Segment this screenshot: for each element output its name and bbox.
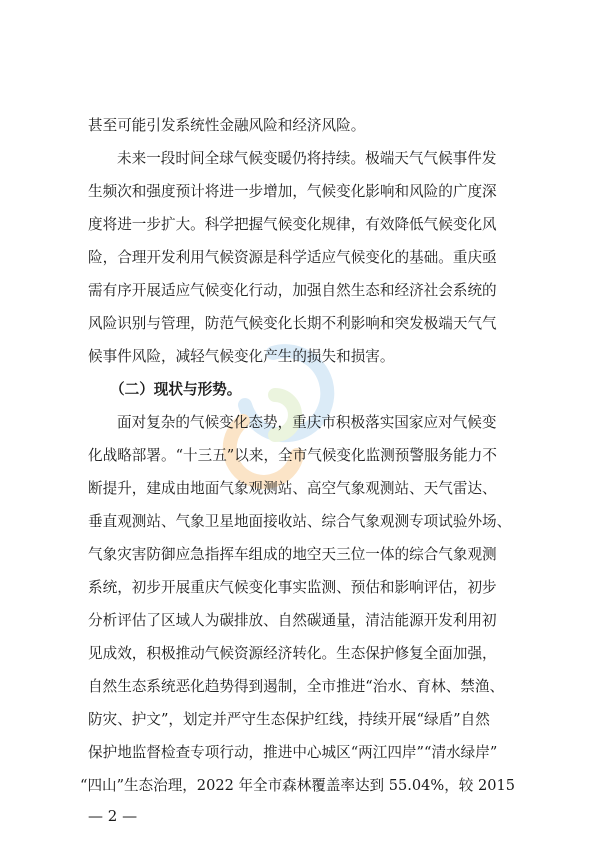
- text-line: 气象灾害防御应急指挥车组成的地空天三位一体的综合气象观测: [88, 546, 497, 563]
- text-line: 保护地监督检查专项行动，推进中心城区“两江四岸”“清水绿岸”: [88, 744, 498, 761]
- text-line: 风险识别与管理，防范气候变化长期不利影响和突发极端天气气: [88, 315, 497, 332]
- text-line: 险，合理开发利用气候资源是科学适应气候变化的基础。重庆亟: [88, 249, 497, 266]
- text-line: 需有序开展适应气候变化行动，加强自然生态和经济社会系统的: [88, 282, 497, 299]
- paragraph-start-line: 面对复杂的气候变化态势，重庆市积极落实国家应对气候变: [117, 414, 497, 431]
- section-heading: （二）现状与形势。: [110, 381, 242, 398]
- text-line: 化战略部署。“十三五”以来，全市气候变化监测预警服务能力不: [88, 447, 497, 464]
- text-line: 防灾、护文”，划定并严守生态保护红线，持续开展“绿盾”自然: [88, 711, 490, 728]
- text-line: 系统，初步开展重庆气候变化事实监测、预估和影响评估，初步: [88, 579, 497, 596]
- text-line: 甚至可能引发系统性金融风险和经济风险。: [88, 117, 366, 134]
- text-line: 断提升，建成由地面气象观测站、高空气象观测站、天气雷达、: [88, 480, 497, 497]
- text-line: 生频次和强度预计将进一步增加，气候变化影响和风险的广度深: [88, 183, 497, 200]
- text-line: 度将进一步扩大。科学把握气候变化规律，有效降低气候变化风: [88, 216, 497, 233]
- text-line: 见成效，积极推动气候资源经济转化。生态保护修复全面加强，: [88, 645, 497, 662]
- paragraph-start-line: 未来一段时间全球气候变暖仍将持续。极端天气气候事件发: [117, 150, 497, 167]
- text-line: 垂直观测站、气象卫星地面接收站、综合气象观测专项试验外场、: [88, 513, 512, 530]
- text-line: 候事件风险，减轻气候变化产生的损失和损害。: [88, 348, 395, 365]
- text-line: “四山”生态治理，2022 年全市森林覆盖率达到 55.04%，较 2015: [80, 777, 516, 794]
- text-line: 自然生态系统恶化趋势得到遏制，全市推进“治水、育林、禁渔、: [88, 678, 505, 695]
- page-number: — 2 —: [88, 807, 138, 825]
- text-line: 分析评估了区域人为碳排放、自然碳通量，清洁能源开发利用初: [88, 612, 497, 629]
